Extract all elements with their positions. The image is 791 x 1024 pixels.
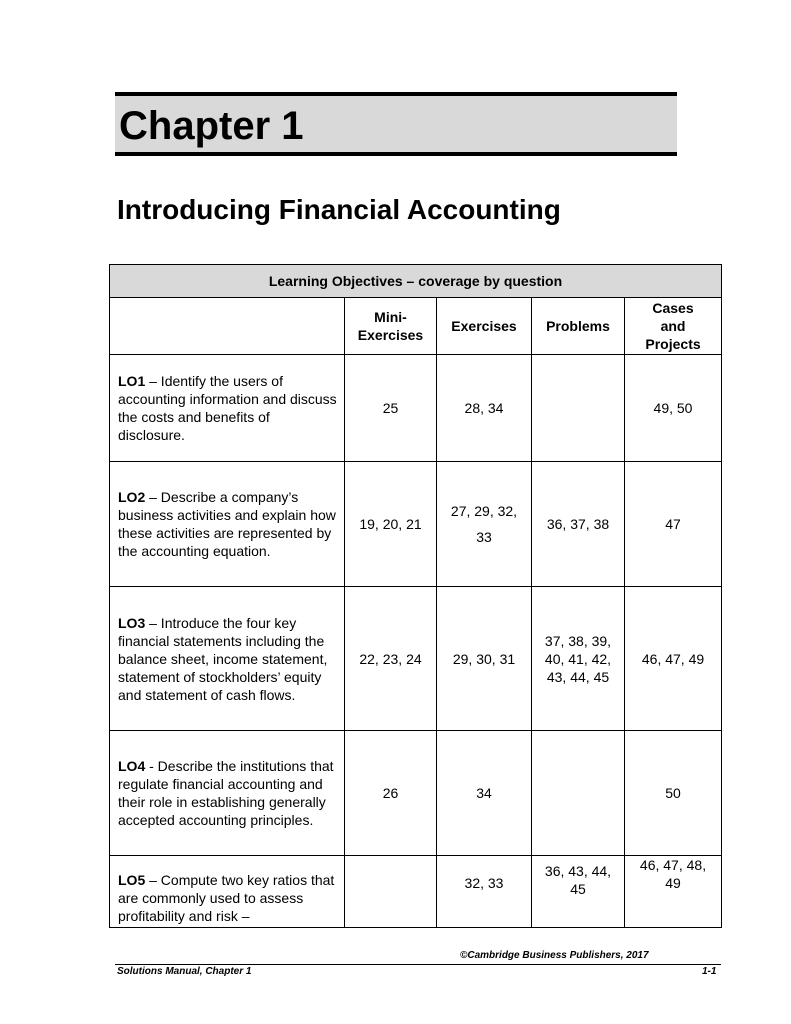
exercises-cell: 32, 33 — [437, 855, 532, 927]
header-problems: Problems — [532, 298, 625, 355]
objective-cell: LO1 – Identify the users of accounting information and discuss the costs and benefits of disclosure. — [110, 355, 345, 462]
table-row — [110, 462, 722, 587]
mini-exercises-cell: 25 — [345, 355, 437, 462]
chapter-title: Chapter 1 — [119, 104, 304, 148]
problems-cell: 37, 38, 39, 40, 41, 42, 43, 44, 45 — [532, 587, 625, 730]
problems-cell: 36, 43, 44, 45 — [532, 855, 625, 927]
chapter-banner — [115, 92, 677, 156]
objective-cell: LO5 – Compute two key ratios that are commonly used to assess profitability and risk – — [110, 855, 345, 927]
table-title-row — [110, 265, 722, 298]
cases-cell: 47 — [625, 462, 722, 587]
cases-cell: 49, 50 — [625, 355, 722, 462]
problems-cell: 36, 37, 38 — [532, 462, 625, 587]
footer-manual-title: Solutions Manual, Chapter 1 — [117, 966, 252, 977]
exercises-cell: 29, 30, 31 — [437, 587, 532, 730]
table-header-row — [110, 298, 722, 355]
copyright-credit: ©Cambridge Business Publishers, 2017 — [460, 950, 649, 961]
table-title: Learning Objectives – coverage by question — [110, 265, 722, 298]
objective-cell: LO2 – Describe a company’s business activities and explain how these activities are represented by the accounting equation. — [110, 462, 345, 587]
header-mini-exercises: Mini- Exercises — [345, 298, 437, 355]
header-exercises: Exercises — [437, 298, 532, 355]
mini-exercises-cell: 22, 23, 24 — [345, 587, 437, 730]
exercises-cell: 27, 29, 32, 33 — [437, 462, 532, 587]
table-row — [110, 855, 722, 927]
table-row — [110, 730, 722, 855]
table-row — [110, 587, 722, 730]
footer-divider — [115, 964, 721, 965]
cases-cell: 46, 47, 49 — [625, 587, 722, 730]
mini-exercises-cell: 26 — [345, 730, 437, 855]
mini-exercises-cell — [345, 855, 437, 927]
objective-cell: LO4 - Describe the institutions that regulate financial accounting and their role in establishing generally accepted accounting principles. — [110, 730, 345, 855]
problems-cell — [532, 355, 625, 462]
exercises-cell: 28, 34 — [437, 355, 532, 462]
problems-cell — [532, 730, 625, 855]
objective-cell: LO3 – Introduce the four key financial statements including the balance sheet, income statement, statement of stockholders’ equity and statement of cash flows. — [110, 587, 345, 730]
chapter-subtitle: Introducing Financial Accounting — [117, 194, 561, 225]
exercises-cell: 34 — [437, 730, 532, 855]
cases-cell: 50 — [625, 730, 722, 855]
mini-exercises-cell: 19, 20, 21 — [345, 462, 437, 587]
learning-objectives-table — [109, 264, 722, 928]
header-objective — [110, 298, 345, 355]
page-number: 1-1 — [702, 966, 717, 977]
cases-cell: 46, 47, 48, 49 — [625, 855, 722, 927]
table-row — [110, 355, 722, 462]
header-cases-projects: Cases and Projects — [625, 298, 722, 355]
